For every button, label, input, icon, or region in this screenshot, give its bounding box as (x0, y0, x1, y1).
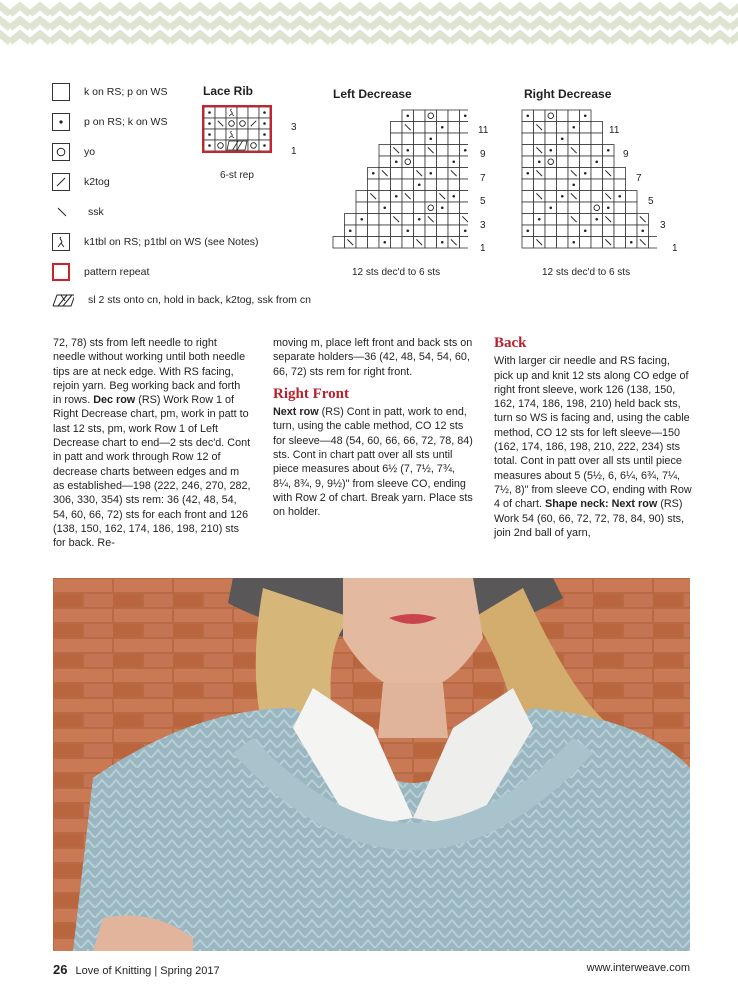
chart-cell (414, 110, 426, 122)
chart-cell (226, 118, 237, 129)
chart-cell (545, 179, 557, 191)
chart-cell (545, 214, 557, 226)
chart-cell (448, 179, 460, 191)
chart-cell (603, 156, 615, 168)
purl-dot (561, 195, 564, 198)
chart-cell (248, 107, 259, 118)
chart-cell (237, 107, 248, 118)
purl-dot (263, 111, 266, 114)
chart-cell (614, 237, 626, 249)
right-decrease-title: Right Decrease (524, 87, 612, 101)
chart-cell (545, 156, 557, 168)
purl-dot (526, 172, 529, 175)
chart-cell (402, 237, 414, 249)
legend-item (52, 230, 259, 254)
chart-cell (448, 110, 460, 122)
chart-cell (591, 237, 603, 249)
chart-cell (534, 225, 546, 237)
chart-cell (402, 214, 414, 226)
text-run: 72, 78) sts from left needle to right needle without working until both needle tips are at neck edge. With RS facing, rejoin yarn. Beg working back and forth in rows. (53, 337, 246, 407)
purl-dot (549, 149, 552, 152)
chart-cell (391, 237, 403, 249)
chart-cell (626, 202, 638, 214)
chart-cell (414, 145, 426, 157)
chart-cell (437, 133, 449, 145)
bold-term: Shape neck: Next row (545, 498, 658, 511)
purl-dot (572, 241, 575, 244)
legend-label: pattern repeat (84, 266, 150, 278)
chart-cell (448, 225, 460, 237)
twisted-stitch-square-icon (52, 233, 70, 251)
chart-cell (568, 110, 580, 122)
purl-dot (526, 114, 529, 117)
purl-dot (208, 111, 211, 114)
legend-item (52, 140, 95, 164)
chart-cell (522, 179, 534, 191)
chart-cell (333, 237, 345, 249)
chart-cell (425, 202, 437, 214)
chart-cell (557, 122, 569, 134)
chart-cell (614, 214, 626, 226)
purl-dot (395, 160, 398, 163)
chart-cell (425, 179, 437, 191)
purl-dot (641, 229, 644, 232)
chart-cell (534, 133, 546, 145)
chart-cell (437, 156, 449, 168)
chart-cell (603, 179, 615, 191)
chart-cell (522, 237, 534, 249)
issue: | Spring 2017 (151, 965, 220, 977)
plain-square-icon (52, 83, 70, 101)
chart-cell (356, 225, 368, 237)
purl-dot (584, 114, 587, 117)
chart-cell (591, 191, 603, 203)
chart-cell (391, 179, 403, 191)
row-label: 7 (480, 173, 486, 184)
purl-dot (372, 172, 375, 175)
chart-cell (402, 168, 414, 180)
lace-rib-title: Lace Rib (203, 84, 254, 98)
chart-cell (568, 225, 580, 237)
chart-cell (568, 156, 580, 168)
chart-cell (215, 107, 226, 118)
chart-cell (437, 225, 449, 237)
purl-dot (208, 144, 211, 147)
chart-cell (545, 237, 557, 249)
purl-dot (572, 126, 575, 129)
section-heading-right-front: Right Front (273, 385, 349, 402)
chart-cell (379, 191, 391, 203)
chart-cell (591, 179, 603, 191)
chart-cell (557, 202, 569, 214)
chart-cell (425, 191, 437, 203)
magazine-name: Love of Knitting (75, 965, 152, 977)
paragraph (494, 354, 692, 540)
chart-cell (237, 129, 248, 140)
purl-dot (208, 122, 211, 125)
chart-cell (460, 145, 469, 157)
text-column-1 (53, 336, 251, 550)
chart-cell (425, 225, 437, 237)
chart-cell (591, 225, 603, 237)
chart-cell (557, 225, 569, 237)
row-label: 5 (480, 196, 486, 207)
bold-term: Next row (273, 406, 319, 419)
purl-dot (349, 229, 352, 232)
row-label: 5 (648, 196, 654, 207)
lace-rib-caption: 6-st rep (220, 170, 254, 181)
chart-cell (345, 214, 357, 226)
chart-cell (580, 191, 592, 203)
purl-dot (263, 122, 266, 125)
chart-cell (591, 133, 603, 145)
purl-dot (418, 218, 421, 221)
purl-dot (607, 149, 610, 152)
chart-cell (368, 225, 380, 237)
chart-cell (580, 145, 592, 157)
purl-dot (538, 218, 541, 221)
chart-cell (402, 133, 414, 145)
chart-cell (379, 145, 391, 157)
row-label: 11 (609, 125, 620, 136)
dot-square-icon (52, 113, 70, 131)
chart-cell (414, 202, 426, 214)
chart-cell (356, 202, 368, 214)
chart-cell (557, 214, 569, 226)
chart-cell (580, 237, 592, 249)
chart-cell (414, 122, 426, 134)
text-column-3 (494, 336, 692, 540)
chart-cell (379, 214, 391, 226)
purl-dot (584, 172, 587, 175)
purl-dot (441, 206, 444, 209)
chart-cell (568, 202, 580, 214)
chart-cell (557, 110, 569, 122)
chart-cell (425, 237, 437, 249)
text-run: (RS) Work 54 (60, 66, 72, 72, 78, 84, 90) sts, join 2nd ball of yarn, (494, 498, 685, 539)
purl-dot (452, 160, 455, 163)
chart-cell (545, 191, 557, 203)
text-run: (RS) Work Row 1 of Right Decrease chart, pm, work in patt to last 12 sts, pm, work Row 1 of Left Decrease chart to end—2 sts dec'd. Cont in patt and work through Row 12 of decrease charts between edges and m as established—198 (222, 246, 270, 282, 306, 330, 354) sts rem: 36 (42, 48, 54, 54, 60, 66, 72) sts for each front and 126 (138, 150, 162, 174, 186, 198, 210) sts for back. Re- (53, 394, 251, 550)
chart-cell (437, 145, 449, 157)
k2tog-square-icon (52, 173, 70, 191)
purl-dot (395, 195, 398, 198)
chart-cell (248, 140, 259, 151)
row-label: 9 (623, 149, 629, 160)
row-label: 3 (480, 220, 486, 231)
section-heading-back: Back (494, 335, 527, 351)
chart-cell (402, 156, 414, 168)
legend-item (52, 170, 110, 194)
purl-dot (549, 206, 552, 209)
purl-dot (263, 144, 266, 147)
row-label: 11 (478, 125, 489, 136)
chart-cell (215, 129, 226, 140)
chart-cell (460, 133, 469, 145)
left-decrease-chart (332, 108, 468, 254)
chart-cell (580, 214, 592, 226)
chart-cell (437, 179, 449, 191)
legend-label: yo (84, 146, 96, 158)
chart-cell (460, 110, 469, 122)
purl-dot (607, 206, 610, 209)
legend-item (52, 200, 104, 224)
model-photo (53, 578, 690, 951)
chart-cell (368, 202, 380, 214)
chart-cell (448, 133, 460, 145)
legend-label: p on RS; k on WS (84, 116, 168, 128)
legend-label: k1tbl on RS; p1tbl on WS (see Notes) (84, 236, 259, 248)
chart-cell (522, 156, 534, 168)
footer-url: www.interweave.com (586, 962, 690, 974)
ssk-square-icon (52, 203, 74, 221)
chart-cell (460, 214, 469, 226)
purl-dot (383, 241, 386, 244)
chart-cell (356, 237, 368, 249)
purl-dot (406, 114, 409, 117)
chart-cell (626, 191, 638, 203)
page-number: 26 (53, 962, 68, 977)
chart-cell (557, 237, 569, 249)
circle-square-icon (52, 143, 70, 161)
chart-cell (522, 191, 534, 203)
chart-cell (614, 202, 626, 214)
chart-cell (557, 168, 569, 180)
chart-cell (414, 191, 426, 203)
legend-item (52, 110, 167, 134)
chart-cell (545, 122, 557, 134)
row-label: 3 (660, 220, 666, 231)
chart-cell (534, 202, 546, 214)
chart-cell (522, 214, 534, 226)
chart-cell (391, 168, 403, 180)
purl-dot (383, 206, 386, 209)
purl-dot (406, 149, 409, 152)
chart-cell (437, 168, 449, 180)
chart-cell (402, 202, 414, 214)
purl-dot (441, 241, 444, 244)
row-label: 7 (636, 173, 642, 184)
purl-dot (464, 149, 467, 152)
chart-cell (226, 107, 237, 118)
legend-label: k2tog (84, 176, 110, 188)
chart-cell (557, 156, 569, 168)
chart-cell (580, 156, 592, 168)
chart-cell (379, 225, 391, 237)
purl-dot (208, 133, 211, 136)
chart-cell (545, 225, 557, 237)
purl-dot (464, 114, 467, 117)
chart-cell (545, 168, 557, 180)
chart-cell (534, 110, 546, 122)
red-square-icon (52, 263, 70, 281)
chart-cell (591, 168, 603, 180)
purl-dot (538, 160, 541, 163)
paragraph (273, 405, 473, 519)
lace-rib-chart (200, 104, 276, 156)
purl-dot (526, 229, 529, 232)
chart-cell (226, 129, 237, 140)
left-decrease-title: Left Decrease (333, 87, 412, 101)
purl-dot (618, 195, 621, 198)
chart-cell (215, 140, 226, 151)
purl-dot (406, 229, 409, 232)
decorative-top-band (0, 0, 738, 48)
text-run: (RS) Cont in patt, work to end, turn, using the cable method, CO 12 sts for sleeve—48 (54, 60, 66, 66, 72, 78, 84) sts. Cont in chart patt over all sts until piece measures about 6½ (7, 7½, 7¾, 8¼, 8¾, 9, 9½)" from sleeve CO, ending with Row 2 of chart. Break yarn. Place sts on holder. (273, 406, 473, 519)
chart-cell (580, 202, 592, 214)
chart-cell (414, 133, 426, 145)
chart-cell (649, 237, 658, 249)
chart-cell (460, 202, 469, 214)
chart-cell (580, 122, 592, 134)
paragraph (53, 336, 251, 550)
cable-icon (52, 291, 74, 309)
chart-cell (237, 118, 248, 129)
chart-cell (437, 214, 449, 226)
chart-cell (368, 179, 380, 191)
chart-cell (545, 133, 557, 145)
purl-dot (630, 241, 633, 244)
right-decrease-caption: 12 sts dec'd to 6 sts (542, 267, 631, 278)
row-label: 1 (672, 243, 678, 254)
chart-cell (603, 225, 615, 237)
chart-cell (545, 110, 557, 122)
chart-cell (379, 156, 391, 168)
chart-cell (391, 122, 403, 134)
chart-cell (460, 225, 469, 237)
chart-cell (534, 179, 546, 191)
legend-item (52, 288, 311, 312)
chart-cell (448, 214, 460, 226)
chart-cell (460, 156, 469, 168)
chart-cell (425, 156, 437, 168)
chart-cell (379, 179, 391, 191)
purl-dot (263, 133, 266, 136)
chart-cell (402, 179, 414, 191)
chart-cell (522, 145, 534, 157)
chart-cell (425, 110, 437, 122)
chart-cell (522, 133, 534, 145)
legend-item (52, 80, 167, 104)
purl-dot (464, 229, 467, 232)
chart-cell (580, 179, 592, 191)
paragraph: moving m, place left front and back sts on separate holders—36 (42, 48, 54, 54, 60, 66, 72) sts rem for right front. (273, 337, 473, 378)
chart-cell (557, 145, 569, 157)
chart-cell (448, 122, 460, 134)
chart-cell (368, 214, 380, 226)
legend-label: sl 2 sts onto cn, hold in back, k2tog, ssk from cn (88, 294, 311, 306)
chart-cell (414, 225, 426, 237)
chart-cell (591, 202, 603, 214)
purl-dot (452, 195, 455, 198)
chart-cell (356, 191, 368, 203)
chart-cell (414, 156, 426, 168)
chart-cell (391, 225, 403, 237)
purl-dot (584, 229, 587, 232)
chart-cell (391, 202, 403, 214)
purl-dot (360, 218, 363, 221)
chart-cell (460, 179, 469, 191)
chart-cell (368, 237, 380, 249)
purl-dot (429, 172, 432, 175)
chart-cell (460, 122, 469, 134)
chart-cell (448, 202, 460, 214)
chart-cell (626, 225, 638, 237)
chart-cell (614, 179, 626, 191)
chart-cell (522, 122, 534, 134)
row-label: 1 (291, 146, 297, 157)
text-run: With larger cir needle and RS facing, pick up and knit 12 sts along CO edge of right front sleeve, work 126 (138, 150, 162, 174, 186, 198, 210) held back sts, turn so WS is facing and, using the cable method, CO 12 sts for left sleeve—150 (162, 174, 186, 198, 210, 222, 234) sts total. Cont in patt over all sts until piece measures about 5 (5½, 6, 6¼, 6¾, 7¼, 7½, 8)" from sleeve CO, ending with Row 4 of chart. (494, 355, 692, 511)
legend-label: ssk (88, 206, 104, 218)
chart-cell (460, 237, 469, 249)
purl-dot (441, 126, 444, 129)
row-label: 9 (480, 149, 486, 160)
chart-cell (522, 202, 534, 214)
chart-cell (391, 133, 403, 145)
chart-cell (591, 122, 603, 134)
chart-cell (460, 191, 469, 203)
chart-cell (568, 133, 580, 145)
text-column-2 (273, 336, 473, 520)
chart-cell (626, 214, 638, 226)
purl-dot (429, 137, 432, 140)
row-label: 1 (480, 243, 486, 254)
chart-cell (460, 168, 469, 180)
chart-cell (591, 145, 603, 157)
purl-dot (595, 160, 598, 163)
bold-term: Dec row (93, 394, 136, 407)
legend-label: k on RS; p on WS (84, 86, 168, 98)
legend-item (52, 260, 149, 284)
purl-dot (561, 137, 564, 140)
footer-left (53, 962, 220, 977)
purl-dot (595, 218, 598, 221)
chart-cell (580, 133, 592, 145)
row-label: 3 (291, 122, 297, 133)
left-decrease-caption: 12 sts dec'd to 6 sts (352, 267, 441, 278)
purl-dot (572, 183, 575, 186)
chart-cell (614, 168, 626, 180)
chart-cell (448, 145, 460, 157)
chart-cell (614, 225, 626, 237)
chart-cell (437, 110, 449, 122)
purl-dot (418, 183, 421, 186)
right-decrease-chart (521, 108, 657, 254)
chart-cell (425, 122, 437, 134)
chart-cell (248, 129, 259, 140)
chart-cell (557, 179, 569, 191)
